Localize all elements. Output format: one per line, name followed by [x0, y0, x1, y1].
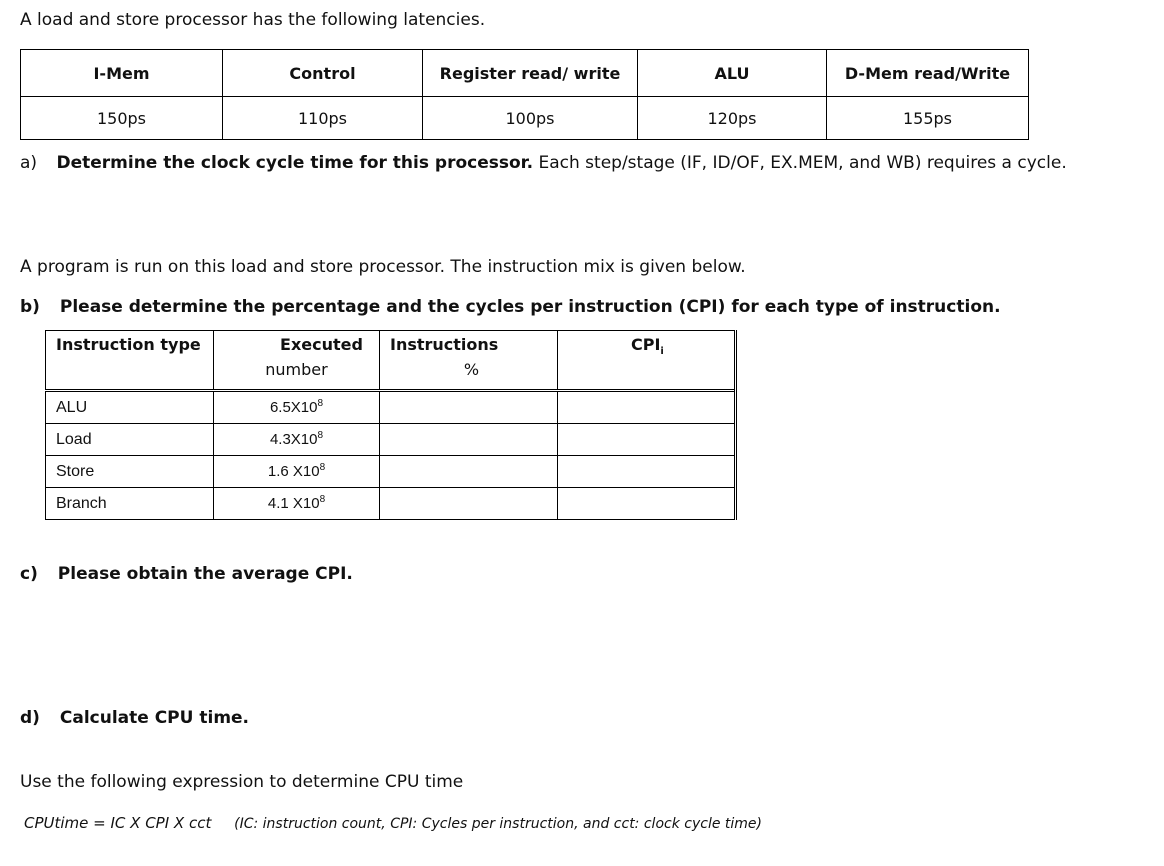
mix-row-cpi-cell	[558, 424, 736, 456]
mix-row-percent-cell	[380, 456, 558, 488]
mix-row-type: Load	[46, 424, 214, 456]
mix-header-row	[46, 331, 736, 391]
mix-header-instructions-bottom: %	[463, 360, 480, 379]
mix-header-cpi	[558, 331, 736, 391]
mix-row-type: ALU	[46, 391, 214, 424]
mix-row-cpi-cell	[558, 488, 736, 520]
latency-value-alu: 120ps	[638, 97, 827, 140]
mix-row-mantissa: 1.6 X10	[267, 463, 320, 480]
part-c-label: c)	[20, 564, 38, 584]
table-row	[46, 488, 736, 520]
mix-header-cpi-label: CPI	[631, 335, 661, 354]
mix-row-mantissa: 4.1 X10	[267, 495, 320, 512]
formula-note: (IC: instruction count, CPI: Cycles per instruction, and cct: clock cycle time)	[234, 816, 762, 832]
part-d-text: Calculate CPU time.	[59, 708, 250, 728]
mix-row-mantissa: 4.3X10	[269, 431, 318, 448]
mix-row-exponent: 8	[319, 494, 326, 505]
latency-value-register: 100ps	[423, 97, 638, 140]
part-a-bold-text: Determine the clock cycle time for this processor.	[56, 153, 534, 173]
part-b-text: Please determine the percentage and the cycles per instruction (CPI) for each type of instruction.	[59, 297, 1001, 317]
table-row	[46, 391, 736, 424]
mix-row-executed	[214, 456, 380, 488]
mix-row-type: Store	[46, 456, 214, 488]
mix-row-exponent: 8	[317, 398, 324, 409]
mix-header-instructions	[380, 331, 558, 391]
mix-row-mantissa: 6.5X10	[269, 399, 318, 416]
instruction-mix-table	[45, 330, 737, 520]
part-b-label: b)	[20, 297, 40, 317]
latency-header-dmem: D-Mem read/Write	[827, 50, 1029, 97]
part-d	[20, 708, 249, 728]
latency-value-row	[21, 97, 1029, 140]
mix-row-executed	[214, 391, 380, 424]
mix-row-percent-cell	[380, 391, 558, 424]
part-b	[20, 297, 1001, 317]
mix-row-exponent: 8	[317, 430, 324, 441]
mix-row-executed	[214, 488, 380, 520]
latency-value-dmem: 155ps	[827, 97, 1029, 140]
part-c-text: Please obtain the average CPI.	[57, 564, 353, 584]
cpu-time-formula: CPUtime = IC X CPI X cct	[24, 814, 212, 832]
formula-line	[24, 814, 762, 832]
table-row	[46, 456, 736, 488]
part-a-label: a)	[20, 153, 38, 173]
latency-header-register: Register read/ write	[423, 50, 638, 97]
mix-header-executed-bottom: number	[265, 360, 328, 379]
part-a	[20, 153, 1067, 173]
latency-header-control: Control	[223, 50, 423, 97]
mix-header-executed-top: Executed	[280, 335, 363, 354]
mix-row-type: Branch	[46, 488, 214, 520]
latency-value-imem: 150ps	[21, 97, 223, 140]
mix-header-instructions-top: Instructions	[390, 335, 499, 354]
program-text: A program is run on this load and store processor. The instruction mix is given below.	[20, 257, 746, 277]
mix-row-percent-cell	[380, 488, 558, 520]
part-d-label: d)	[20, 708, 40, 728]
mix-header-executed	[214, 331, 380, 391]
mix-row-cpi-cell	[558, 391, 736, 424]
mix-header-cpi-sub: i	[660, 346, 664, 358]
expression-intro: Use the following expression to determine CPU time	[20, 772, 464, 792]
mix-row-exponent: 8	[319, 462, 326, 473]
latency-header-alu: ALU	[638, 50, 827, 97]
latency-table	[20, 49, 1029, 140]
intro-text: A load and store processor has the following latencies.	[20, 10, 486, 30]
mix-row-cpi-cell	[558, 456, 736, 488]
mix-row-percent-cell	[380, 424, 558, 456]
part-c	[20, 564, 353, 584]
table-row	[46, 424, 736, 456]
latency-header-imem: I-Mem	[21, 50, 223, 97]
latency-header-row	[21, 50, 1029, 97]
part-a-rest-text: Each step/stage (IF, ID/OF, EX.MEM, and WB) requires a cycle.	[533, 153, 1067, 173]
mix-header-type: Instruction type	[46, 331, 214, 391]
mix-row-executed	[214, 424, 380, 456]
latency-value-control: 110ps	[223, 97, 423, 140]
